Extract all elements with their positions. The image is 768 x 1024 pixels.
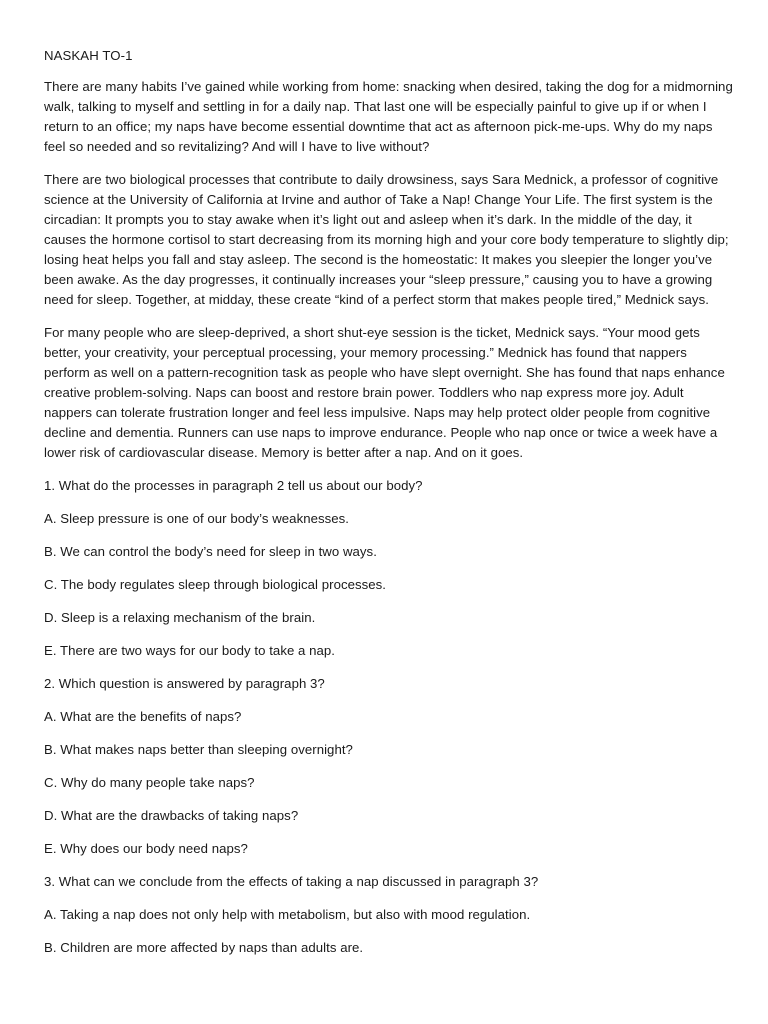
question-2-option-e: E. Why does our body need naps? (44, 841, 248, 856)
paragraph-3: For many people who are sleep-deprived, a short shut-eye session is the ticket, Mednick says. “Your mood gets better, your creativity, your perceptual processing, your memory processing.” Mednick has found that nappers perform as well on a pattern-recognition task as people who have slept overnight. She has found that naps enhance creative problem-solving. Naps can boost and restore brain power. Toddlers who nap express more joy. Adult nappers can tolerate frustration longer and feel less impulsive. Naps may help protect older people from cognitive decline and dementia. Runners can use naps to improve endurance. People who nap once or twice a week have a lower risk of cardiovascular disease. Memory is better after a nap. And on it goes. (44, 325, 725, 460)
question-3-option-b: B. Children are more affected by naps than adults are. (44, 940, 364, 955)
question-1-option-e: E. There are two ways for our body to take a nap. (44, 643, 336, 658)
paragraph-1: There are many habits I’ve gained while working from home: snacking when desired, taking the dog for a midmorning walk, talking to myself and settling in for a daily nap. That last one will be especially painful to give up if or when I return to an office; my naps have become essential downtime that act as afternoon pick-me-ups. Why do my naps feel so needed and so revitalizing? And will I have to live without? (44, 79, 733, 154)
question-1-option-a: A. Sleep pressure is one of our body’s weaknesses. (44, 511, 350, 526)
question-2-option-b: B. What makes naps better than sleeping overnight? (44, 742, 353, 757)
question-1-option-d: D. Sleep is a relaxing mechanism of the brain. (44, 610, 316, 625)
document-title: NASKAH TO-1 (44, 48, 133, 63)
paragraph-2: There are two biological processes that contribute to daily drowsiness, says Sara Mednick, a professor of cognitive science at the University of California at Irvine and author of Take a Nap! Change Your Life. The first system is the circadian: It prompts you to stay awake when it’s light out and asleep when it’s dark. In the middle of the day, it causes the hormone cortisol to start decreasing from its morning high and your core body temperature to slightly dip; losing heat helps you fall and stay asleep. The second is the homeostatic: It makes you sleepier the longer you’ve been awake. As the day progresses, it continually increases your “sleep pressure,” causing you to have a growing need for sleep. Together, at midday, these create “kind of a perfect storm that makes people tired,” Mednick says. (44, 172, 729, 307)
question-3-option-a: A. Taking a nap does not only help with metabolism, but also with mood regulation. (44, 907, 531, 922)
question-1-option-b: B. We can control the body’s need for sleep in two ways. (44, 544, 377, 559)
question-2: 2. Which question is answered by paragraph 3? (44, 676, 325, 691)
document-page (44, 46, 734, 971)
question-2-option-d: D. What are the drawbacks of taking naps? (44, 808, 299, 823)
question-1-option-c: C. The body regulates sleep through biological processes. (44, 577, 387, 592)
question-2-option-a: A. What are the benefits of naps? (44, 709, 242, 724)
question-1: 1. What do the processes in paragraph 2 tell us about our body? (44, 478, 423, 493)
question-3: 3. What can we conclude from the effects of taking a nap discussed in paragraph 3? (44, 874, 539, 889)
question-2-option-c: C. Why do many people take naps? (44, 775, 255, 790)
